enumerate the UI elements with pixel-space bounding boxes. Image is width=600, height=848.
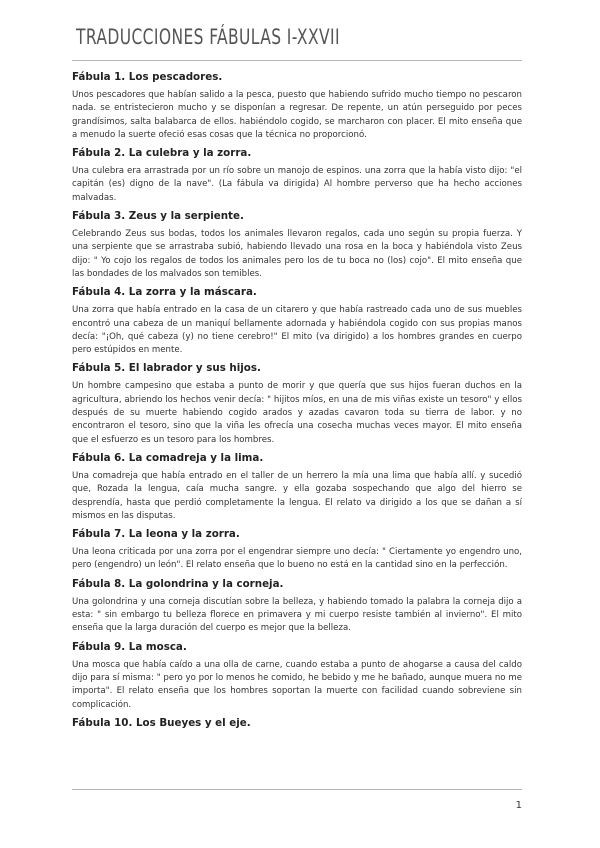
- fable-6: [72, 452, 522, 523]
- fable-3: [72, 210, 522, 281]
- fable-text: Un hombre campesino que estaba a punto de morir y que quería que sus hijos fueran duchos en la agricultura, abriendo los hechos venir decía: " hijitos míos, en una de mis viñas existe un tesoro" y ellos después de su muerte habiendo cogido arados y azadas cavaron toda su tierra de labor. y no encontraron el tesoro, sino que la viña les ofrecía una cosecha muchas veces mayor. El mito enseña que el esfuerzo es un tesoro para los hombres.: [72, 381, 522, 445]
- fable-title: Fábula 6. La comadreja y la lima.: [72, 451, 264, 464]
- page-number: 1: [515, 800, 522, 811]
- fable-text: Celebrando Zeus sus bodas, todos los animales llevaron regalos, cada uno según su propia fuerza. Y una serpiente que se arrastraba subió, habiendo llevado una rosa en la boca y habiéndola visto Zeus dijo: " Yo cojo los regalos de todos los animales pero los de tu boca no (los) cojo". El mito enseña que las bondades de los malvados son temibles.: [72, 229, 522, 279]
- fable-text: Una culebra era arrastrada por un río sobre un manojo de espinos. una zorra que la había visto dijo: "el capitán (es) digno de la nave". (La fábula va dirigida) Al hombre perverso que ha hecho acciones malvadas.: [72, 166, 522, 203]
- document-title: TRADUCCIONES FÁBULAS I-XXVII: [76, 25, 340, 49]
- fable-text: Una zorra que había entrado en la casa de un citarero y que había rastreado cada uno de sus muebles encontró una cabeza de un maniquí bellamente adornada y habiéndola cogido con sus propias manos decía: "¡Oh, qué cabeza (y) no tiene cerebro!" El mito (va dirigido) a los hombres grandes en cuerpo pero estúpidos en mente.: [72, 305, 522, 356]
- fable-2: [72, 147, 522, 205]
- fable-title: Fábula 2. La culebra y la zorra.: [72, 147, 252, 160]
- fable-9: [72, 641, 522, 712]
- fable-title: Fábula 9. La mosca.: [72, 640, 187, 653]
- footer-divider: [72, 789, 522, 790]
- fable-title: Fábula 1. Los pescadores.: [72, 71, 223, 83]
- fable-4: [72, 286, 522, 357]
- fable-7: [72, 528, 522, 573]
- fable-title: Fábula 10. Los Bueyes y el eje.: [72, 716, 251, 729]
- fable-text: Una leona criticada por una zorra por el engendrar siempre uno decía: " Ciertamente yo engendro uno, pero (engendro) un león". El relato enseña que lo bueno no está en la cantidad sino en la perfección.: [72, 547, 522, 571]
- fable-1: [72, 71, 522, 142]
- fable-title: Fábula 5. El labrador y sus hijos.: [72, 362, 261, 375]
- fable-text: Una golondrina y una corneja discutían sobre la belleza, y habiendo tomado la palabra la corneja dijo a esta: " sin embargo tu belleza florece en primavera y mi cuerpo resiste también al invierno". El mito enseña que la larga duración del cuerpo es mejor que la belleza.: [72, 596, 522, 634]
- fable-text: Una comadreja que había entrado en el taller de un herrero la mía una lima que había allí. y sucedió que, Rozada la lengua, caía mucha sangre. y ella gozaba sospechando que algo del hierro se desprendía, hasta que perdió completamente la lengua. El relato va dirigido a los que se dañan a sí mismos en las disputas.: [72, 470, 522, 521]
- fable-title: Fábula 8. La golondrina y la corneja.: [72, 577, 284, 590]
- fable-text: Una mosca que había caído a una olla de carne, cuando estaba a punto de ahogarse a causa del caldo dijo para sí misma: " pero yo por lo menos he comido, he bebido y me he bañado, aunque muera no me importa". El relato enseña que los hombres soportan la muerte con facilidad cuando sobreviene sin complicación.: [72, 659, 522, 710]
- fable-10: [72, 717, 522, 730]
- fable-title: Fábula 3. Zeus y la serpiente.: [72, 210, 244, 223]
- fable-title: Fábula 7. La leona y la zorra.: [72, 528, 240, 541]
- fable-text: Unos pescadores que habían salido a la pesca, puesto que habiendo sufrido mucho tiempo no pescaron nada. se entristecieron mucho y se disponían a regresar. De repente, un atún perseguido por peces grandísimos, salta balabarca de ellos. habiéndolo cogido, se marcharon con placer. El mito enseña que a menudo la suerte ofeció esas cosas que la técnica no proporcionó.: [72, 90, 522, 140]
- fable-8: [72, 578, 522, 636]
- fable-title: Fábula 4. La zorra y la máscara.: [72, 286, 257, 299]
- fable-5: [72, 362, 522, 446]
- header-divider: [72, 60, 522, 61]
